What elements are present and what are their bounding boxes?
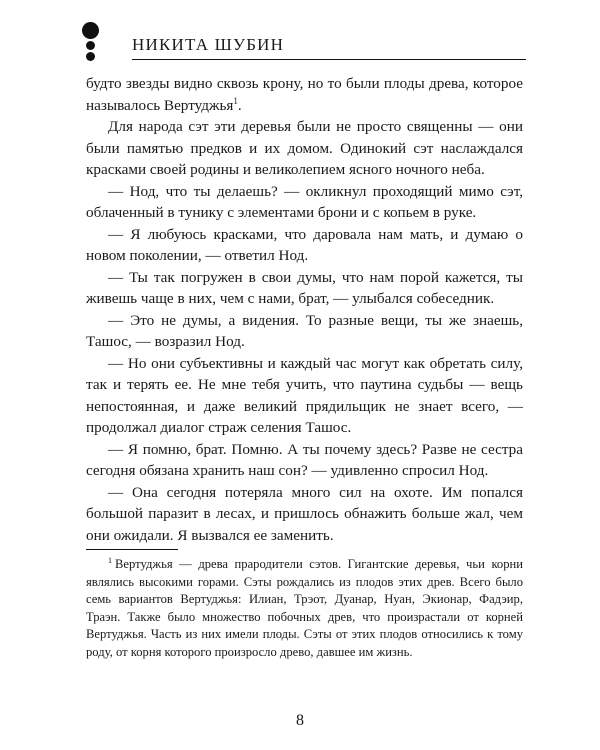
main-text xyxy=(86,73,523,546)
paragraph: — Я помню, брат. Помню. А ты почему здесь? Разве не сестра сегодня обязана хранить наш сон? — удивленно спросил Нод. xyxy=(86,440,523,479)
footnote-text: Вертуджья — древа прародители сэтов. Гигантские деревья, чьи корни являлись высокими горами. Сэты рождались из плодов этих древ. Всего было семь вариантов Вертуджья: Илиан, Трэот, Дуанар, Нуан, Экионар, Фадэир, Траэн. Также было множество побочных древ, что произрастали от корней Вертуджья. Часть из них имели плоды. Сэты от этих плодов относились к тому роду, от корня которого произросло древо, давшее им жизнь. xyxy=(86,557,523,659)
paragraph: — Нод, что ты делаешь? — окликнул проходящий мимо сэт, облаченный в тунику с элементами брони и с копьем в руке. xyxy=(86,182,523,221)
ornament-dots-icon xyxy=(82,22,102,62)
running-header xyxy=(82,22,526,62)
paragraph: — Она сегодня потеряла много сил на охоте. Им попался большой паразит в лесах, и пришлось обнажить больше жал, чем они ожидали. Я вызвался ее заменить. xyxy=(86,483,523,544)
paragraph: — Ты так погружен в свои думы, что нам порой кажется, ты живешь чаще в них, чем с нами, брат, — улыбался собеседник. xyxy=(86,268,523,307)
author-name: НИКИТА ШУБИН xyxy=(132,35,285,54)
header-rule xyxy=(132,59,526,60)
footnote-marker: 1 xyxy=(108,555,112,565)
footnote-reference: 1 xyxy=(233,95,238,106)
paragraph: — Это не думы, а видения. То разные вещи, ты же знаешь, Ташос, — возразил Нод. xyxy=(86,311,523,350)
paragraph: будто звезды видно сквозь крону, но то были плоды древа, которое называлось Вертуджья$^1$. xyxy=(86,75,523,114)
paragraph: — Но они субъективны и каждый час могут как обретать силу, так и терять ее. Не мне тебя учить, что паутина судьбы — вещь непостоянная, и даже великий прядильщик не знает всего, — продолжал диалог страж селения Ташос. xyxy=(86,354,523,436)
paragraph: — Я любуюсь красками, что даровала нам мать, и думаю о новом поколении, — ответил Нод. xyxy=(86,225,523,264)
paragraph: Для народа сэт эти деревья были не просто священны — они были памятью предков и их домом. Одинокий сэт наслаждался красками своей родины и великолепием ясного ночного неба. xyxy=(86,118,523,178)
footnote-rule xyxy=(86,549,178,550)
page-number: 8 xyxy=(296,712,304,729)
footnote xyxy=(86,556,523,662)
